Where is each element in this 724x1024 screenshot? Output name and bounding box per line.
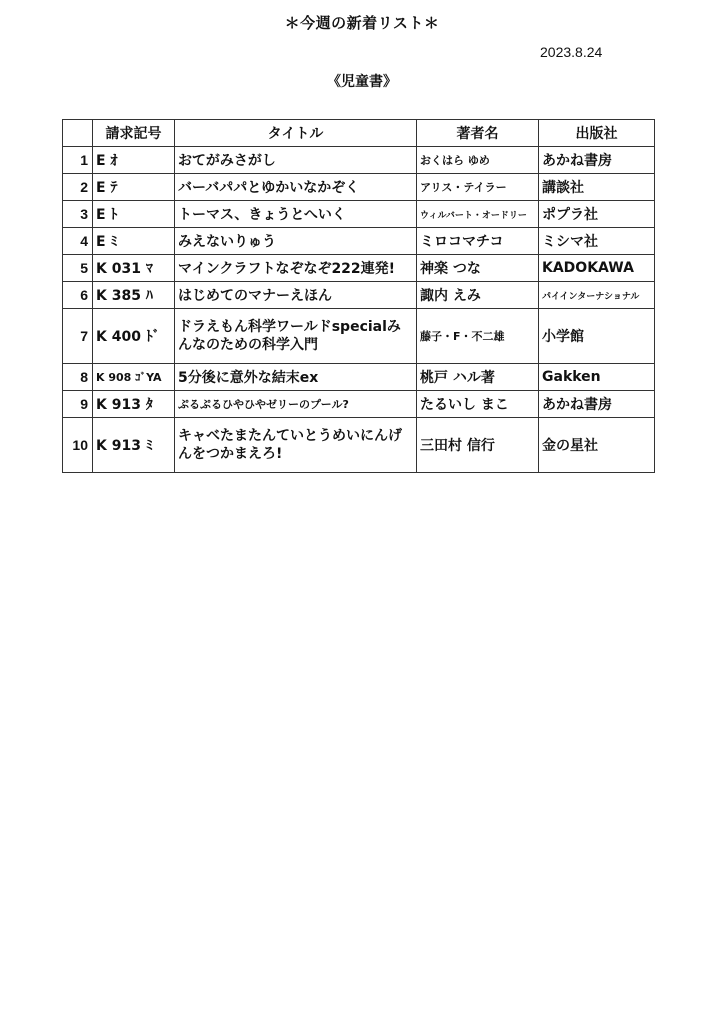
author-name: ミロコマチコ [417, 228, 539, 255]
table-row [63, 147, 655, 174]
publisher-name: ミシマ社 [539, 228, 655, 255]
book-title: おてがみさがし [175, 147, 417, 174]
header-number [63, 120, 93, 147]
call-number: K 385 ﾊ [93, 282, 175, 309]
table-row [63, 309, 655, 364]
book-title: はじめてのマナーえほん [175, 282, 417, 309]
call-number: K 400 ﾄﾞ [93, 309, 175, 364]
book-title: 5分後に意外な結末ex [175, 364, 417, 391]
book-title: みえないりゅう [175, 228, 417, 255]
publisher-name: あかね書房 [539, 391, 655, 418]
call-number: K 908 ｺﾞYA [93, 364, 175, 391]
book-title: バーバパパとゆかいなかぞく [175, 174, 417, 201]
author-name: たるいし まこ [417, 391, 539, 418]
page-title: ＊今週の新着リスト＊ [284, 14, 440, 32]
row-number: 9 [63, 391, 93, 418]
publisher-name: あかね書房 [539, 147, 655, 174]
header-title: タイトル [175, 120, 417, 147]
book-title: キャベたまたんていとうめいにんげんをつかまえろ! [175, 418, 417, 473]
author-name: ウィルバート・オードリー [417, 201, 539, 228]
publisher-name: 小学館 [539, 309, 655, 364]
table-row [63, 364, 655, 391]
header-call-number: 請求記号 [93, 120, 175, 147]
header-author: 著者名 [417, 120, 539, 147]
publisher-name: 講談社 [539, 174, 655, 201]
call-number: K 913 ﾀ [93, 391, 175, 418]
call-number: K 913 ﾐ [93, 418, 175, 473]
publisher-name: KADOKAWA [539, 255, 655, 282]
table-row [63, 418, 655, 473]
category-subtitle: 《児童書》 [327, 74, 397, 90]
row-number: 8 [63, 364, 93, 391]
table-row [63, 282, 655, 309]
row-number: 10 [63, 418, 93, 473]
publisher-name: パイインターナショナル [539, 282, 655, 309]
table-row [63, 228, 655, 255]
publisher-name: ポプラ社 [539, 201, 655, 228]
row-number: 2 [63, 174, 93, 201]
call-number: K 031 ﾏ [93, 255, 175, 282]
author-name: 桃戸 ハル著 [417, 364, 539, 391]
author-name: 藤子・F・不二雄 [417, 309, 539, 364]
author-name: 神楽 つな [417, 255, 539, 282]
call-number: E ﾐ [93, 228, 175, 255]
row-number: 4 [63, 228, 93, 255]
book-title: ぷるぷるひやひやゼリーのプール? [175, 391, 417, 418]
table-row [63, 391, 655, 418]
publisher-name: 金の星社 [539, 418, 655, 473]
book-title: ドラえもん科学ワールドspecialみんなのための科学入門 [175, 309, 417, 364]
row-number: 5 [63, 255, 93, 282]
author-name: おくはら ゆめ [417, 147, 539, 174]
call-number: E ﾃ [93, 174, 175, 201]
row-number: 7 [63, 309, 93, 364]
header-publisher: 出版社 [539, 120, 655, 147]
list-date: 2023.8.24 [540, 44, 603, 60]
author-name: 三田村 信行 [417, 418, 539, 473]
publisher-name: Gakken [539, 364, 655, 391]
call-number: E ｵ [93, 147, 175, 174]
row-number: 1 [63, 147, 93, 174]
book-title: トーマス、きょうとへいく [175, 201, 417, 228]
table-header-row [63, 120, 655, 147]
table-row [63, 174, 655, 201]
row-number: 3 [63, 201, 93, 228]
author-name: 諏内 えみ [417, 282, 539, 309]
call-number: E ﾄ [93, 201, 175, 228]
table-row [63, 255, 655, 282]
table-row [63, 201, 655, 228]
row-number: 6 [63, 282, 93, 309]
new-arrivals-table [62, 119, 655, 473]
author-name: アリス・テイラー [417, 174, 539, 201]
book-title: マインクラフトなぞなぞ222連発! [175, 255, 417, 282]
